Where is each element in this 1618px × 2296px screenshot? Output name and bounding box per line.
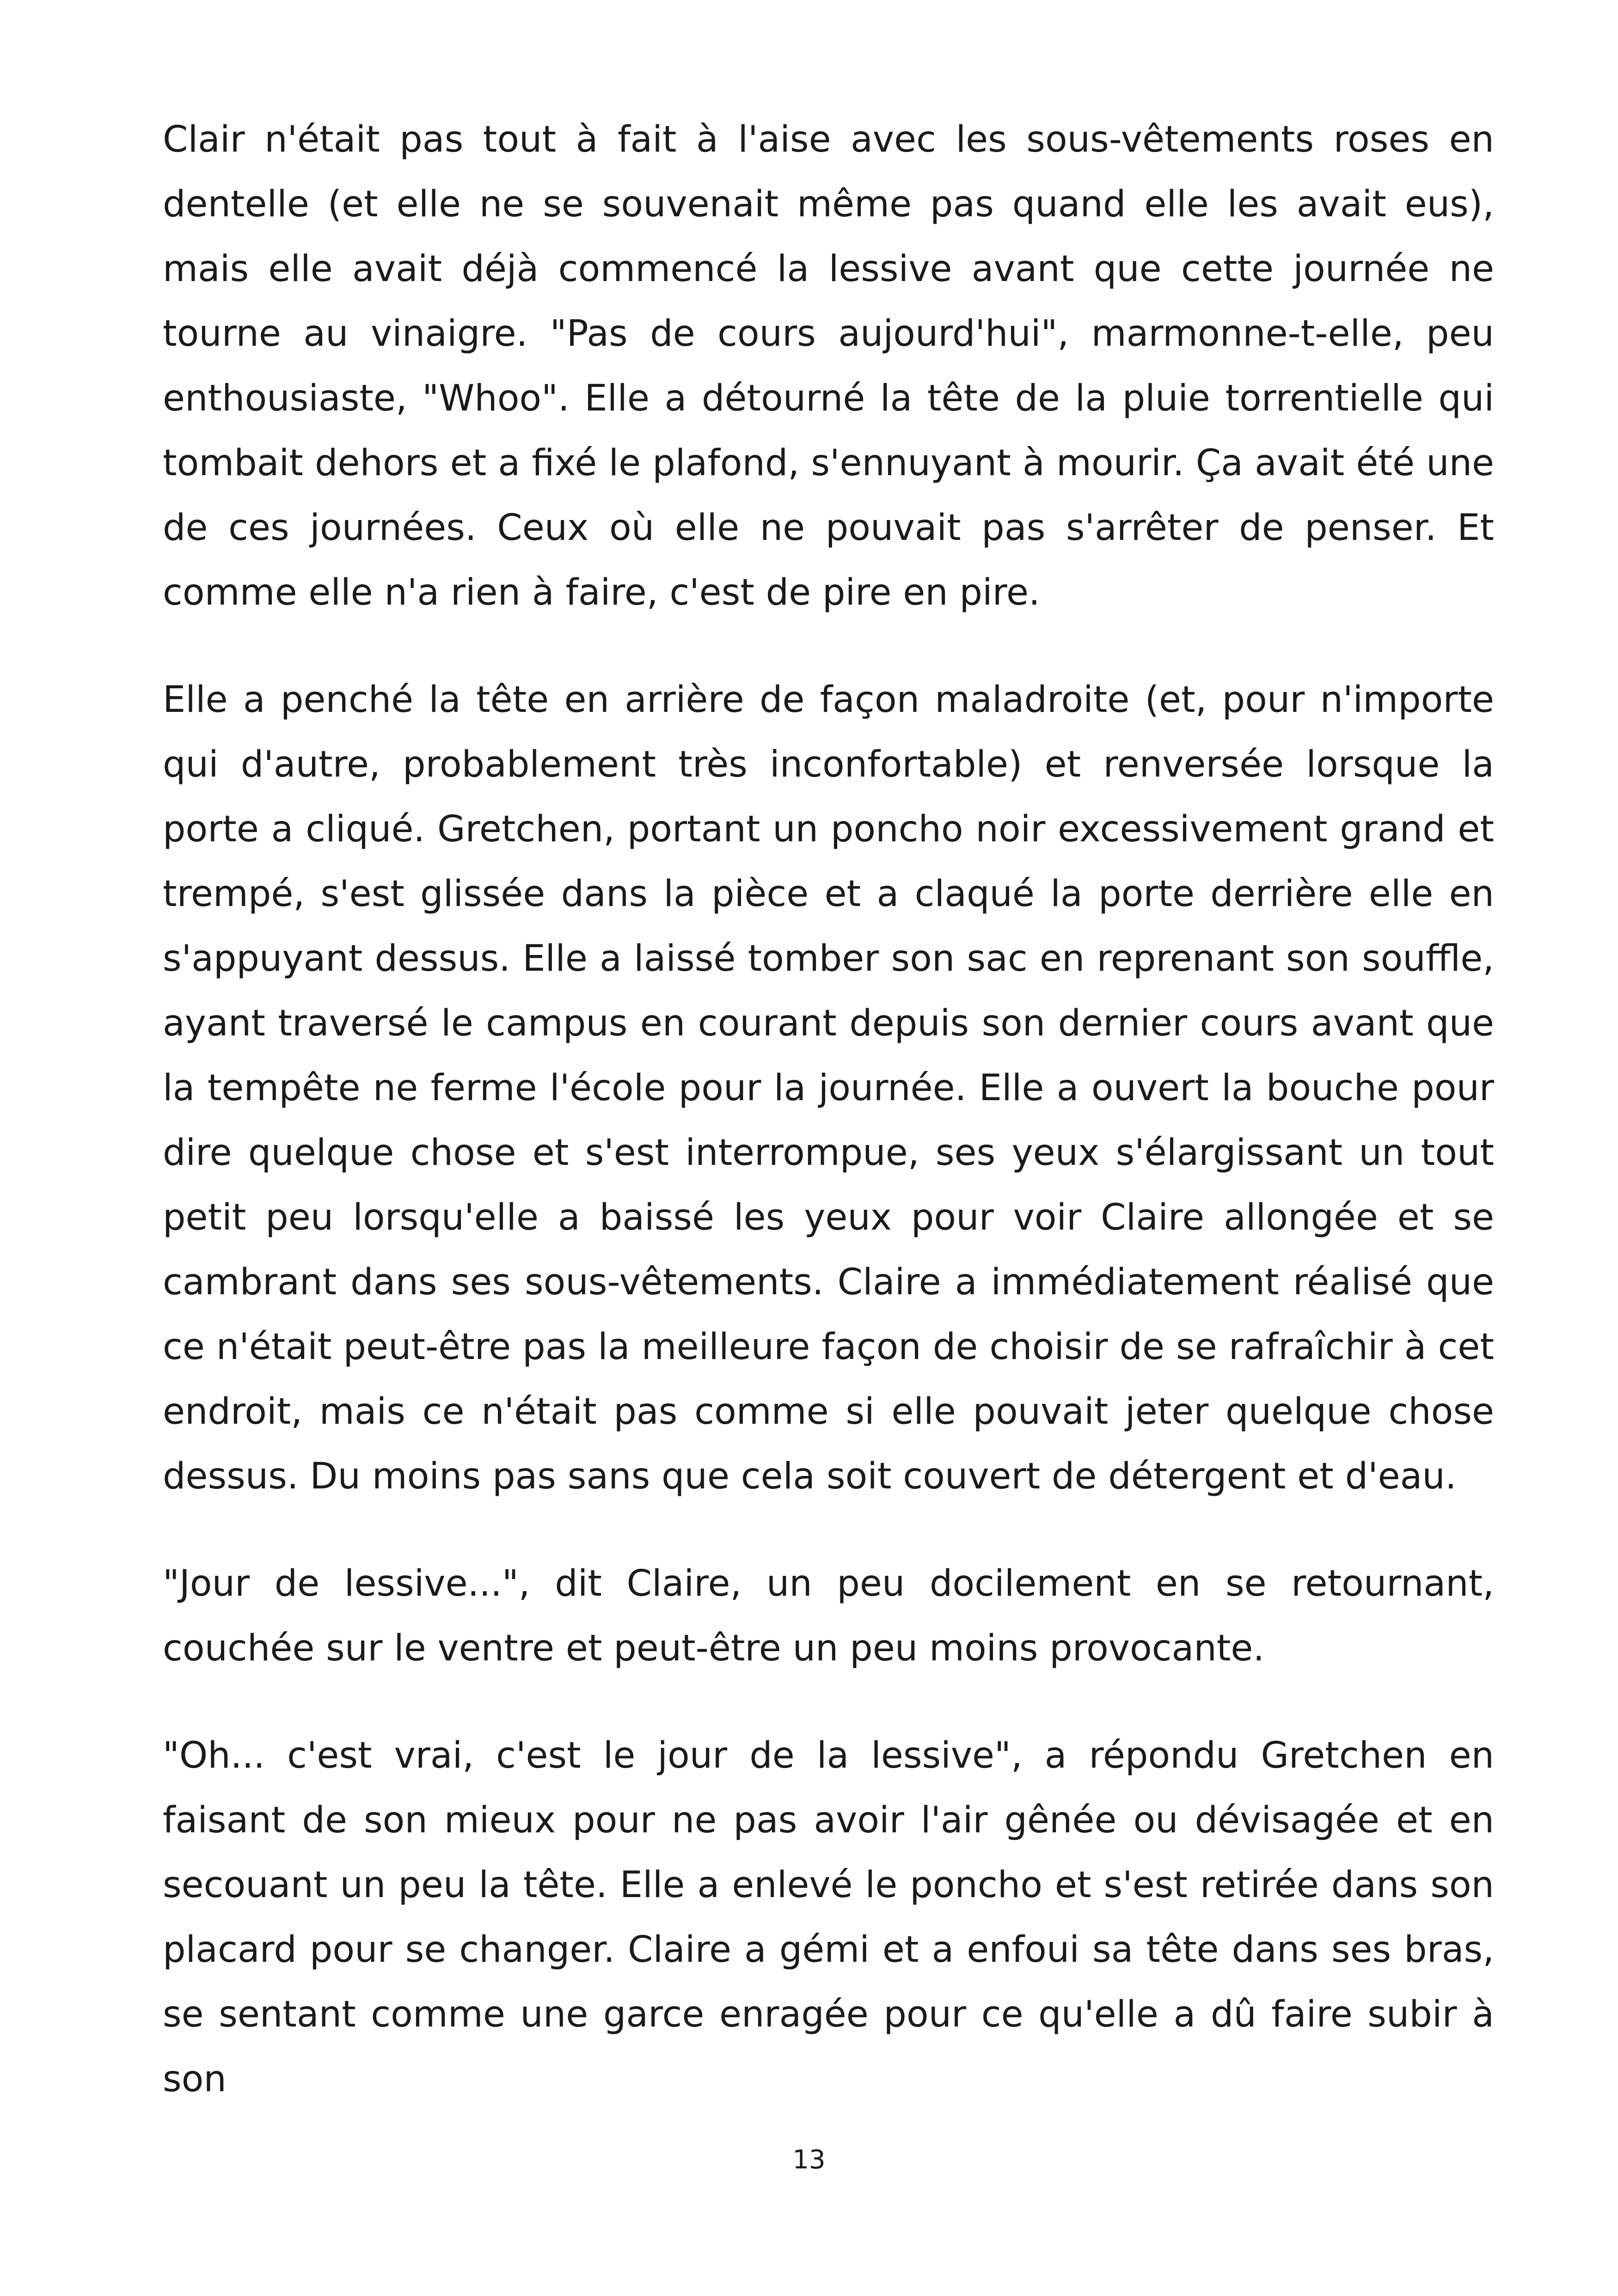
paragraph-1: Clair n'était pas tout à fait à l'aise avec les sous-vêtements roses en dentelle (et elle ne se souvenait même pas quand elle les avait eus), mais elle avait déjà commencé la lessive avant que cette journée ne tourne au vinaigre. "Pas de cours aujourd'hui", marmonne-t-elle, peu enthousiaste, "Whoo". Elle a détourné la tête de la pluie torrentielle qui tombait dehors et a fixé le plafond, s'ennuyant à mourir. Ça avait été une de ces journées. Ceux où elle ne pouvait pas s'arrêter de penser. Et comme elle n'a rien à faire, c'est de pire en pire. bbox=[163, 119, 1494, 613]
page-number: 13 bbox=[792, 2145, 826, 2175]
body-text bbox=[163, 107, 1494, 2112]
paragraph-4: "Oh... c'est vrai, c'est le jour de la lessive", a répondu Gretchen en faisant de son mieux pour ne pas avoir l'air gênée ou dévisagée et en secouant un peu la tête. Elle a enlevé le poncho et s'est retirée dans son placard pour se changer. Claire a gémi et a enfoui sa tête dans ses bras, se sentant comme une garce enragée pour ce qu'elle a dû faire subir à son bbox=[163, 1735, 1494, 2100]
paragraph-2: Elle a penché la tête en arrière de façon maladroite (et, pour n'importe qui d'autre, probablement très inconfortable) et renversée lorsque la porte a cliqué. Gretchen, portant un poncho noir excessivement grand et trempé, s'est glissée dans la pièce et a claqué la porte derrière elle en s'appuyant dessus. Elle a laissé tomber son sac en reprenant son souffle, ayant traversé le campus en courant depuis son dernier cours avant que la tempête ne ferme l'école pour la journée. Elle a ouvert la bouche pour dire quelque chose et s'est interrompue, ses yeux s'élargissant un tout petit peu lorsqu'elle a baissé les yeux pour voir Claire allongée et se cambrant dans ses sous-vêtements. Claire a immédiatement réalisé que ce n'était peut-être pas la meilleure façon de choisir de se rafraîchir à cet endroit, mais ce n'était pas comme si elle pouvait jeter quelque chose dessus. Du moins pas sans que cela soit couvert de détergent et d'eau. bbox=[163, 679, 1494, 1497]
paragraph-3: "Jour de lessive...", dit Claire, un peu docilement en se retournant, couchée sur le ventre et peut-être un peu moins provocante. bbox=[163, 1563, 1494, 1669]
